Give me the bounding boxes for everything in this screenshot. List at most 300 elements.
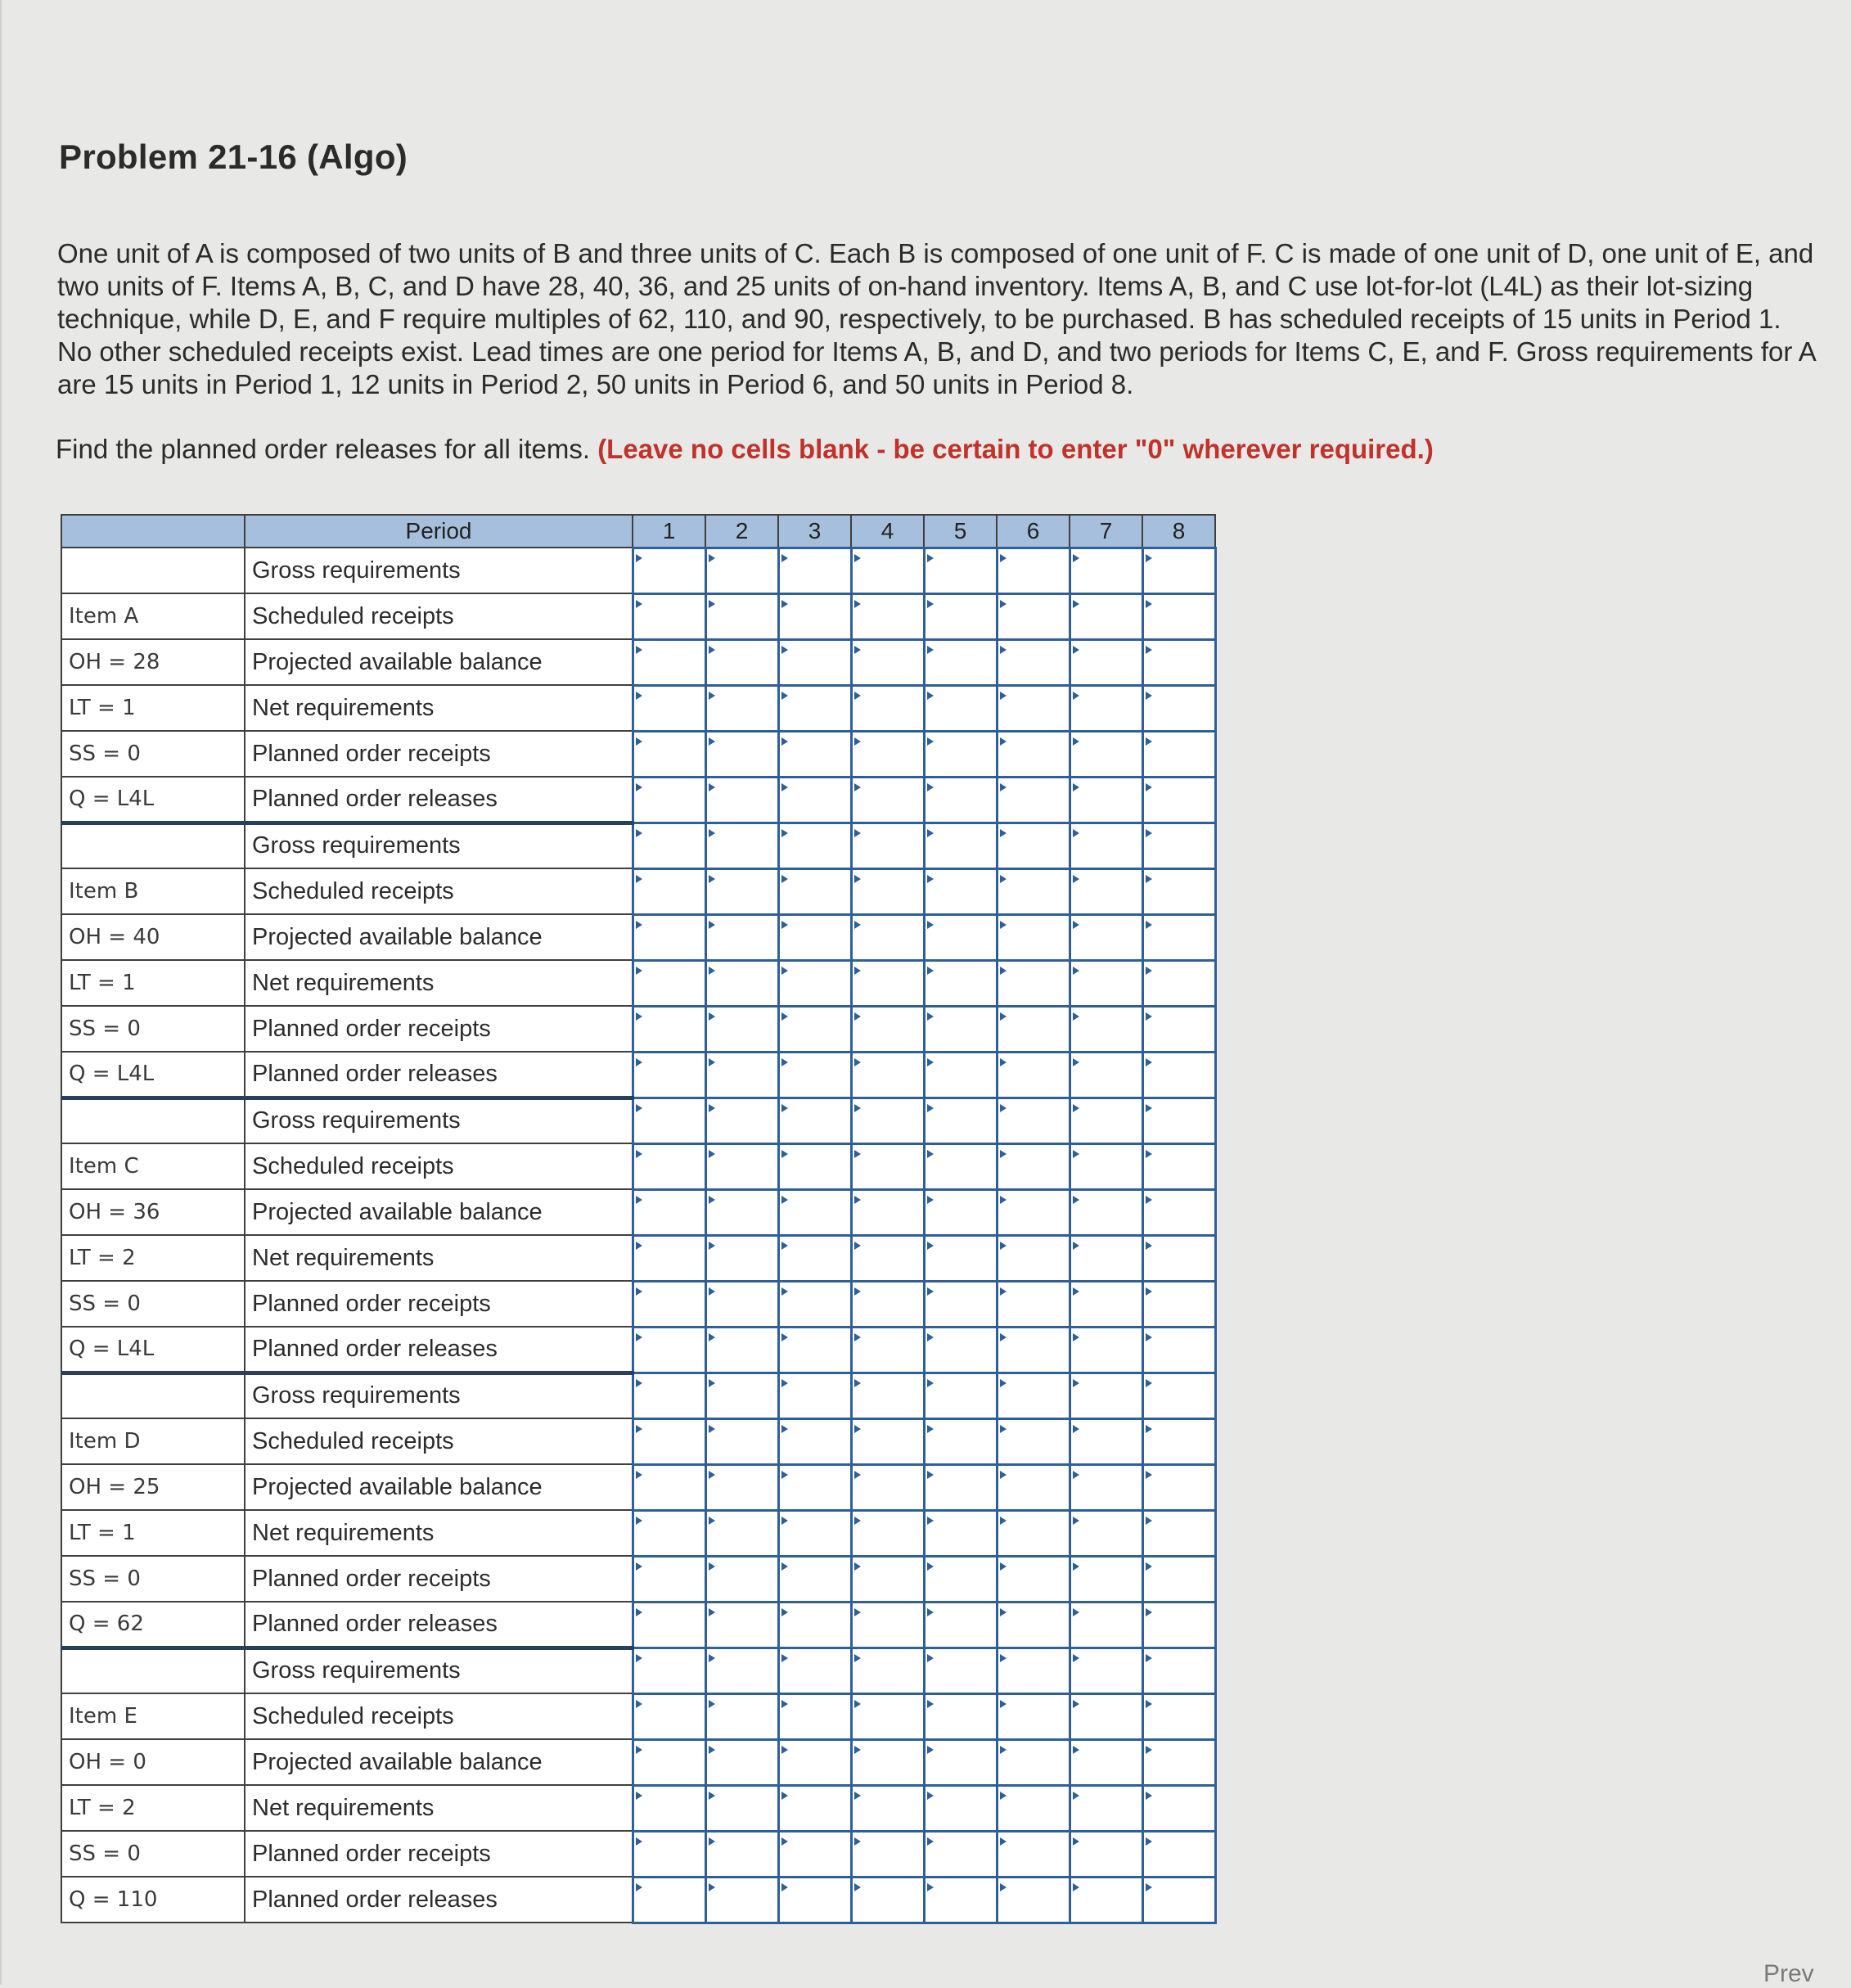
period-entry-input[interactable] [1144,1053,1214,1097]
period-entry-input[interactable] [926,1053,996,1097]
period-entry-input[interactable] [707,778,777,822]
entry-cell [778,1143,851,1189]
period-entry-input[interactable] [634,687,705,730]
period-entry-input[interactable] [1071,1099,1142,1143]
period-entry-input[interactable] [926,962,996,1005]
period-entry-input[interactable] [1071,1008,1142,1051]
entry-cell [1070,548,1142,593]
period-entry-input[interactable] [1071,1512,1142,1555]
period-entry-input[interactable] [853,1832,923,1876]
row-label: Net requirements [245,1510,633,1556]
period-entry-input[interactable] [634,549,705,593]
period-entry-input[interactable] [707,549,777,593]
entry-cell [705,1510,778,1556]
period-entry-input[interactable] [998,1741,1069,1784]
period-entry-input[interactable] [1144,1145,1214,1188]
period-entry-input[interactable] [780,733,850,776]
period-entry-input[interactable] [926,1328,996,1372]
period-entry-input[interactable] [926,1695,996,1738]
table-row [61,960,1215,1006]
period-entry-input[interactable] [634,733,705,776]
period-entry-input[interactable] [780,778,850,822]
period-entry-input[interactable] [634,962,705,1005]
period-entry-input[interactable] [1144,1649,1214,1693]
period-entry-input[interactable] [853,641,923,684]
period-entry-input[interactable] [926,778,996,822]
period-entry-input[interactable] [1144,1466,1214,1509]
period-entry-input[interactable] [926,1741,996,1784]
period-entry-input[interactable] [1071,595,1142,638]
period-entry-input[interactable] [926,641,996,684]
period-entry-input[interactable] [853,1053,923,1097]
item-parameter: LT = 1 [61,960,245,1006]
period-entry-input[interactable] [1071,1466,1142,1509]
period-entry-input[interactable] [707,1466,777,1509]
period-entry-input[interactable] [1144,595,1214,638]
period-entry-input[interactable] [853,1008,923,1051]
entry-cell [1070,777,1142,823]
period-entry-input[interactable] [707,1832,777,1876]
entry-cell [1142,593,1215,639]
period-entry-input[interactable] [926,1420,996,1463]
period-entry-input[interactable] [1071,1557,1142,1601]
period-entry-input[interactable] [707,595,777,638]
period-entry-input[interactable] [780,1466,850,1509]
period-entry-input[interactable] [780,1787,850,1830]
entry-cell [1070,1006,1142,1052]
period-entry-input[interactable] [634,1099,705,1143]
period-entry-input[interactable] [1144,1191,1214,1234]
table-row [61,1281,1215,1327]
period-entry-input[interactable] [853,916,923,959]
period-entry-input[interactable] [926,1787,996,1830]
period-entry-input[interactable] [1144,1328,1214,1372]
period-entry-input[interactable] [998,870,1069,913]
entry-cell [1070,1235,1142,1281]
period-entry-input[interactable] [707,1420,777,1463]
period-entry-input[interactable] [998,1283,1069,1326]
period-entry-input[interactable] [780,1832,850,1876]
period-entry-input[interactable] [926,1512,996,1555]
period-entry-input[interactable] [853,1878,923,1922]
entry-cell [778,1464,851,1510]
entry-cell [1142,1785,1215,1831]
period-entry-input[interactable] [780,1237,850,1280]
row-label: Projected available balance [245,639,633,685]
period-entry-input[interactable] [1144,1008,1214,1051]
problem-description: One unit of A is composed of two units of B and three units of C. Each B is composed of one unit of F. C is made of one unit of D, one unit of E, and two units of F. Items A, B, C, and D have 28, 40, 36, and 25 units of on-hand inventory. Items A, B, and C use lot-for-lot (L4L) as their lot-sizing technique, while D, E, and F require multiples of 62, 110, and 90, respectively, to be purchased. B has scheduled receipts of 15 units in Period 1. No other scheduled receipts exist. Lead times are one period for Items A, B, and D, and two periods for Items C, E, and F. Gross requirements for A are 15 units in Period 1, 12 units in Period 2, 50 units in Period 6, and 50 units in Period 8. [57,238,1815,399]
table-row [61,1831,1215,1877]
row-label: Scheduled receipts [245,593,633,639]
period-entry-input[interactable] [1144,1695,1214,1738]
period-entry-input[interactable] [1071,1649,1142,1693]
period-entry-input[interactable] [926,1191,996,1234]
period-entry-input[interactable] [780,1145,850,1188]
period-entry-input[interactable] [707,1099,777,1143]
period-entry-input[interactable] [1144,1283,1214,1326]
period-entry-input[interactable] [707,1328,777,1372]
table-row [61,1648,1215,1693]
period-entry-input[interactable] [1144,1832,1214,1876]
period-entry-input[interactable] [707,1741,777,1784]
period-entry-input[interactable] [926,1878,996,1922]
period-entry-input[interactable] [1071,1787,1142,1830]
row-label: Planned order releases [245,1052,633,1098]
table-row [61,685,1215,731]
period-entry-input[interactable] [1144,549,1214,593]
period-entry-input[interactable] [634,824,705,868]
period-entry-input[interactable] [998,641,1069,684]
row-label: Scheduled receipts [245,868,633,914]
entry-cell [1070,639,1142,685]
period-entry-input[interactable] [634,1649,705,1693]
period-entry-input[interactable] [780,824,850,868]
period-entry-input[interactable] [1144,1099,1214,1143]
period-entry-input[interactable] [1071,549,1142,593]
period-entry-input[interactable] [1144,1557,1214,1601]
period-entry-input[interactable] [780,641,850,684]
period-entry-input[interactable] [926,549,996,593]
period-entry-input[interactable] [707,1053,777,1097]
period-entry-input[interactable] [707,870,777,913]
period-entry-input[interactable] [926,733,996,776]
period-entry-input[interactable] [634,870,705,913]
period-entry-input[interactable] [634,1008,705,1051]
period-entry-input[interactable] [1144,1878,1214,1922]
period-entry-input[interactable] [780,1741,850,1784]
period-entry-input[interactable] [998,595,1069,638]
period-entry-input[interactable] [1071,1237,1142,1280]
item-parameter: Q = 110 [61,1877,245,1923]
period-entry-input[interactable] [1071,1053,1142,1097]
period-entry-input[interactable] [780,1603,850,1647]
period-entry-input[interactable] [707,1787,777,1830]
period-entry-input[interactable] [634,595,705,638]
period-entry-input[interactable] [780,1557,850,1601]
entry-cell [997,1327,1070,1373]
period-entry-input[interactable] [634,1374,705,1418]
period-entry-input[interactable] [1071,870,1142,913]
period-entry-input[interactable] [853,1649,923,1693]
entry-cell [705,868,778,914]
entry-cell [1070,960,1142,1006]
period-entry-input[interactable] [853,1099,923,1143]
period-entry-input[interactable] [853,1283,923,1326]
table-row [61,1877,1215,1923]
entry-cell [633,1877,705,1923]
period-entry-input[interactable] [998,1832,1069,1876]
period-entry-input[interactable] [998,1466,1069,1509]
period-entry-input[interactable] [853,778,923,822]
period-entry-input[interactable] [1071,916,1142,959]
period-entry-input[interactable] [1144,1512,1214,1555]
period-entry-input[interactable] [926,687,996,730]
row-label: Planned order receipts [245,1006,633,1052]
entry-cell [851,1556,924,1602]
period-entry-input[interactable] [853,1741,923,1784]
period-entry-input[interactable] [1144,870,1214,913]
period-entry-input[interactable] [998,687,1069,730]
period-entry-input[interactable] [780,1878,850,1922]
period-entry-input[interactable] [1144,1787,1214,1830]
period-entry-input[interactable] [998,1878,1069,1922]
period-entry-input[interactable] [1144,1374,1214,1418]
period-entry-input[interactable] [853,1237,923,1280]
period-entry-input[interactable] [1071,1374,1142,1418]
period-entry-input[interactable] [634,641,705,684]
period-entry-input[interactable] [634,1420,705,1463]
period-entry-input[interactable] [634,1191,705,1234]
period-entry-input[interactable] [780,1374,850,1418]
period-entry-input[interactable] [926,1374,996,1418]
period-entry-input[interactable] [998,824,1069,868]
period-entry-input[interactable] [780,687,850,730]
period-entry-input[interactable] [853,1145,923,1188]
period-entry-input[interactable] [634,1145,705,1188]
period-entry-input[interactable] [780,1191,850,1234]
table-row [61,868,1215,914]
period-entry-input[interactable] [1071,1832,1142,1876]
period-entry-input[interactable] [1144,778,1214,822]
entry-cell [997,639,1070,685]
period-entry-input[interactable] [998,1512,1069,1555]
period-entry-input[interactable] [926,1008,996,1051]
entry-cell [778,1556,851,1602]
period-entry-input[interactable] [1071,824,1142,868]
period-entry-input[interactable] [998,1374,1069,1418]
period-entry-input[interactable] [1071,1420,1142,1463]
period-entry-input[interactable] [1144,733,1214,776]
period-entry-input[interactable] [634,1741,705,1784]
period-entry-input[interactable] [634,1466,705,1509]
period-entry-input[interactable] [853,1787,923,1830]
period-entry-input[interactable] [853,1603,923,1647]
period-entry-input[interactable] [707,1878,777,1922]
period-entry-input[interactable] [853,1466,923,1509]
period-entry-input[interactable] [853,1695,923,1738]
period-entry-input[interactable] [998,549,1069,593]
period-entry-input[interactable] [853,1191,923,1234]
period-entry-input[interactable] [998,1557,1069,1601]
period-entry-input[interactable] [707,1283,777,1326]
entry-cell [633,1739,705,1785]
period-entry-input[interactable] [707,1649,777,1693]
period-entry-input[interactable] [707,1191,777,1234]
period-entry-input[interactable] [926,1099,996,1143]
period-entry-input[interactable] [634,1283,705,1326]
period-entry-input[interactable] [634,1237,705,1280]
period-entry-input[interactable] [634,1878,705,1922]
period-entry-input[interactable] [853,733,923,776]
period-entry-input[interactable] [926,824,996,868]
period-entry-input[interactable] [634,1557,705,1601]
period-entry-input[interactable] [780,1695,850,1738]
entry-cell [1142,1327,1215,1373]
entry-cell [633,1006,705,1052]
period-entry-input[interactable] [998,916,1069,959]
period-entry-input[interactable] [853,1328,923,1372]
period-entry-input[interactable] [1144,824,1214,868]
period-entry-input[interactable] [1071,641,1142,684]
period-entry-input[interactable] [1144,1420,1214,1463]
entry-cell [1070,1556,1142,1602]
entry-cell [705,1464,778,1510]
period-entry-input[interactable] [853,824,923,868]
period-entry-input[interactable] [634,916,705,959]
table-row [61,548,1215,593]
period-entry-input[interactable] [1144,1603,1214,1647]
period-entry-input[interactable] [707,733,777,776]
entry-cell [633,1602,705,1648]
period-entry-input[interactable] [1071,733,1142,776]
period-entry-input[interactable] [926,1283,996,1326]
period-entry-input[interactable] [1144,962,1214,1005]
period-entry-input[interactable] [634,1832,705,1876]
period-entry-input[interactable] [926,916,996,959]
period-entry-input[interactable] [998,1420,1069,1463]
period-entry-input[interactable] [780,1512,850,1555]
entry-cell [633,1189,705,1235]
period-entry-input[interactable] [780,1099,850,1143]
period-entry-input[interactable] [634,1053,705,1097]
entry-cell [851,593,924,639]
period-entry-input[interactable] [998,1237,1069,1280]
period-entry-input[interactable] [1071,1328,1142,1372]
period-entry-input[interactable] [1071,1145,1142,1188]
period-entry-input[interactable] [998,1099,1069,1143]
period-entry-input[interactable] [780,1008,850,1051]
period-entry-input[interactable] [707,687,777,730]
period-entry-input[interactable] [853,962,923,1005]
entry-cell [778,1373,851,1418]
period-entry-input[interactable] [853,595,923,638]
entry-cell [1070,1739,1142,1785]
period-entry-input[interactable] [998,1603,1069,1647]
period-entry-input[interactable] [998,1695,1069,1738]
entry-cell [997,1143,1070,1189]
header-blank-cell [61,515,245,548]
period-entry-input[interactable] [853,1420,923,1463]
period-entry-input[interactable] [1144,1741,1214,1784]
period-entry-input[interactable] [1071,687,1142,730]
period-entry-input[interactable] [998,1008,1069,1051]
period-entry-input[interactable] [998,778,1069,822]
period-entry-input[interactable] [780,595,850,638]
period-entry-input[interactable] [1071,778,1142,822]
period-entry-input[interactable] [780,916,850,959]
period-entry-input[interactable] [780,1649,850,1693]
period-entry-input[interactable] [707,1557,777,1601]
period-entry-input[interactable] [926,1237,996,1280]
period-entry-input[interactable] [998,733,1069,776]
period-entry-input[interactable] [707,1512,777,1555]
period-entry-input[interactable] [707,641,777,684]
period-entry-input[interactable] [707,1237,777,1280]
period-entry-input[interactable] [926,870,996,913]
period-entry-input[interactable] [780,1283,850,1326]
period-entry-input[interactable] [1144,1237,1214,1280]
period-entry-input[interactable] [780,962,850,1005]
period-entry-input[interactable] [926,595,996,638]
entry-cell [1142,1648,1215,1693]
entry-cell [997,1510,1070,1556]
period-entry-input[interactable] [634,1787,705,1830]
period-entry-input[interactable] [926,1649,996,1693]
period-entry-input[interactable] [1144,641,1214,684]
period-entry-input[interactable] [853,1557,923,1601]
period-entry-input[interactable] [707,1603,777,1647]
period-entry-input[interactable] [1071,1695,1142,1738]
period-entry-input[interactable] [780,1053,850,1097]
period-entry-input[interactable] [926,1557,996,1601]
period-entry-input[interactable] [1071,1741,1142,1784]
period-entry-input[interactable] [998,1053,1069,1097]
period-entry-input[interactable] [1071,1191,1142,1234]
period-entry-input[interactable] [998,1191,1069,1234]
period-entry-input[interactable] [707,916,777,959]
period-entry-input[interactable] [707,824,777,868]
period-entry-input[interactable] [926,1832,996,1876]
entry-cell [633,868,705,914]
period-entry-input[interactable] [634,1328,705,1372]
period-entry-input[interactable] [634,1603,705,1647]
period-entry-input[interactable] [707,1695,777,1738]
period-entry-input[interactable] [780,870,850,913]
entry-cell [997,1464,1070,1510]
table-row [61,639,1215,685]
period-entry-input[interactable] [780,1328,850,1372]
period-entry-input[interactable] [998,962,1069,1005]
period-entry-input[interactable] [1071,1878,1142,1922]
period-entry-input[interactable] [1071,962,1142,1005]
period-entry-input[interactable] [780,1420,850,1463]
period-entry-input[interactable] [707,1145,777,1188]
entry-cell [778,1098,851,1143]
period-entry-input[interactable] [707,1374,777,1418]
period-entry-input[interactable] [926,1603,996,1647]
period-entry-input[interactable] [780,549,850,593]
period-entry-input[interactable] [853,1374,923,1418]
table-row [61,1006,1215,1052]
period-entry-input[interactable] [1071,1603,1142,1647]
period-entry-input[interactable] [1071,1283,1142,1326]
table-row [61,1464,1215,1510]
entry-cell [1142,868,1215,914]
period-entry-input[interactable] [634,1512,705,1555]
period-7-header: 7 [1070,515,1142,548]
period-entry-input[interactable] [853,687,923,730]
entry-cell [1070,1052,1142,1098]
period-entry-input[interactable] [998,1328,1069,1372]
period-entry-input[interactable] [634,1695,705,1738]
period-entry-input[interactable] [998,1649,1069,1693]
period-entry-input[interactable] [707,962,777,1005]
period-entry-input[interactable] [707,1008,777,1051]
prev-button[interactable]: Prev [1763,1960,1814,1987]
period-entry-input[interactable] [926,1466,996,1509]
period-entry-input[interactable] [853,549,923,593]
period-entry-input[interactable] [998,1145,1069,1188]
period-entry-input[interactable] [1144,687,1214,730]
period-entry-input[interactable] [634,778,705,822]
period-entry-input[interactable] [853,870,923,913]
entry-cell [997,1373,1070,1418]
entry-cell [924,1189,997,1235]
period-entry-input[interactable] [853,1512,923,1555]
period-entry-input[interactable] [1144,916,1214,959]
period-entry-input[interactable] [926,1145,996,1188]
period-entry-input[interactable] [998,1787,1069,1830]
